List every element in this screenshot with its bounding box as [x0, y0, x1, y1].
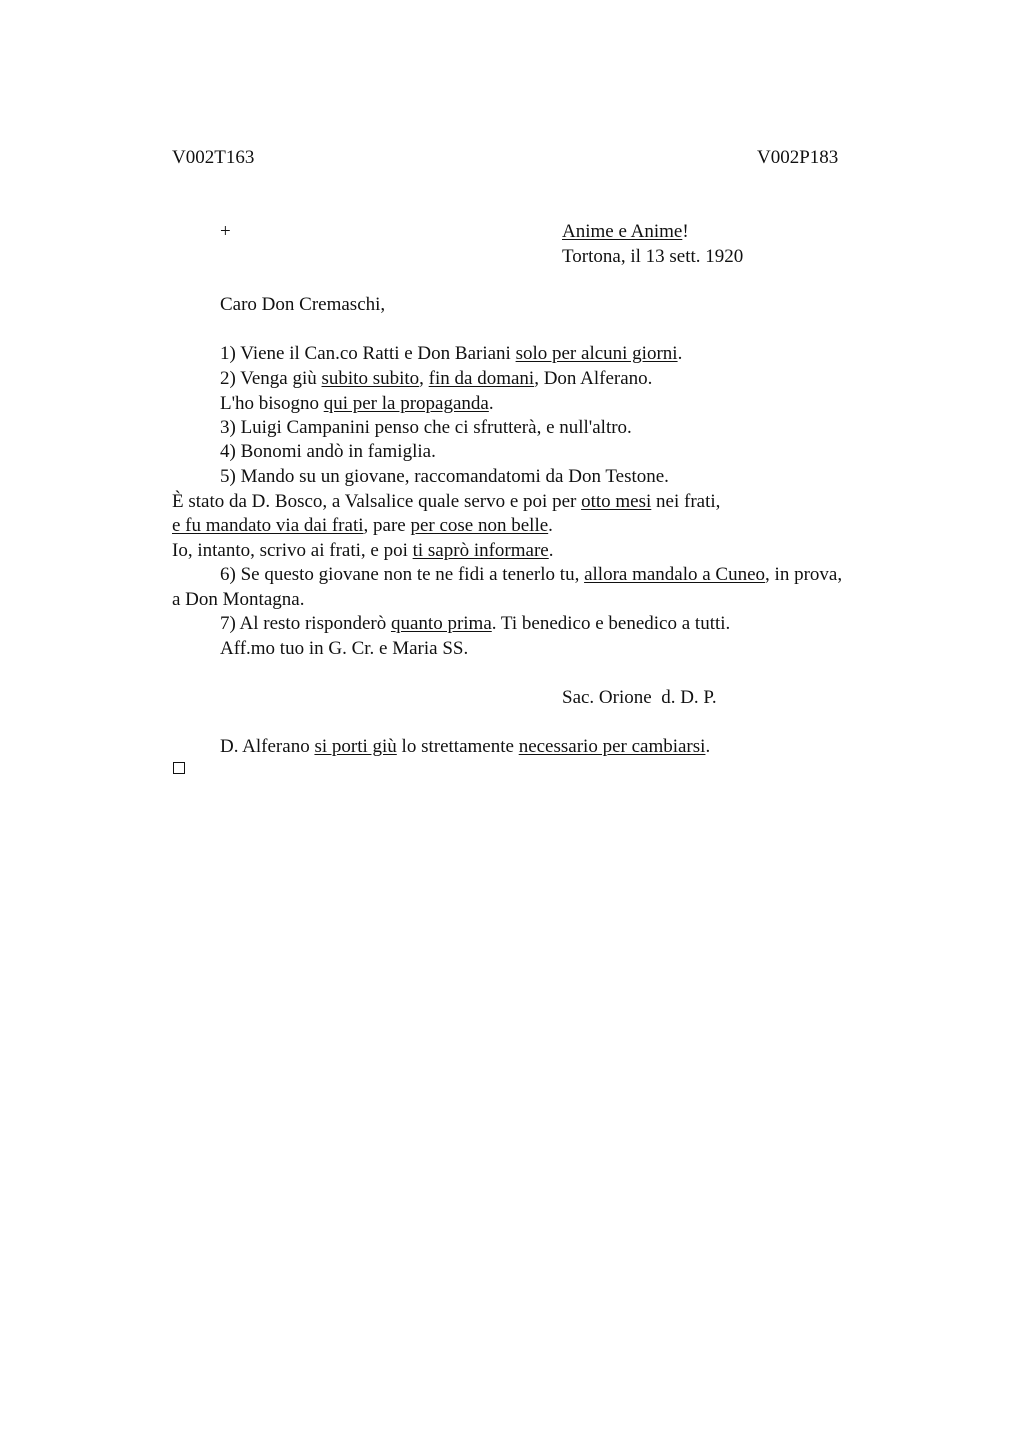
paragraph-2: 2) Venga giù subito subito, fin da domani, Don Alferano.: [220, 368, 653, 389]
paragraph-2-continuation: L'ho bisogno qui per la propaganda.: [220, 393, 494, 414]
paragraph-7: 7) Al resto risponderò quanto prima. Ti benedico e benedico a tutti.: [220, 613, 731, 634]
dateline: Tortona, il 13 sett. 1920: [562, 246, 744, 267]
paragraph-3: 3) Luigi Campanini penso che ci sfrutterà, e null'altro.: [220, 417, 632, 438]
salutation: Caro Don Cremaschi,: [220, 294, 386, 315]
paragraph-5-line-3: e fu mandato via dai frati, pare per cose non belle.: [172, 515, 553, 536]
paragraph-5-line-2: È stato da D. Bosco, a Valsalice quale servo e poi per otto mesi nei frati,: [172, 491, 721, 512]
document-code: V002T163: [172, 147, 255, 168]
page-code: V002P183: [757, 147, 839, 168]
paragraph-1: 1) Viene il Can.co Ratti e Don Bariani solo per alcuni giorni.: [220, 343, 683, 364]
paragraph-6-continuation: a Don Montagna.: [172, 589, 305, 610]
closing: Aff.mo tuo in G. Cr. e Maria SS.: [220, 638, 469, 659]
cross-symbol: +: [220, 221, 231, 242]
paragraph-5: 5) Mando su un giovane, raccomandatomi da Don Testone.: [220, 466, 669, 487]
paragraph-6: 6) Se questo giovane non te ne fidi a tenerlo tu, allora mandalo a Cuneo, in prova,: [220, 564, 843, 585]
paragraph-4: 4) Bonomi andò in famiglia.: [220, 441, 436, 462]
postscript: D. Alferano si porti giù lo strettamente necessario per cambiarsi.: [220, 736, 711, 757]
motto: Anime e Anime!: [562, 221, 689, 242]
paragraph-5-line-4: Io, intanto, scrivo ai frati, e poi ti saprò informare.: [172, 540, 554, 561]
end-mark-square: [173, 762, 185, 774]
signature: Sac. Orione d. D. P.: [562, 687, 717, 708]
